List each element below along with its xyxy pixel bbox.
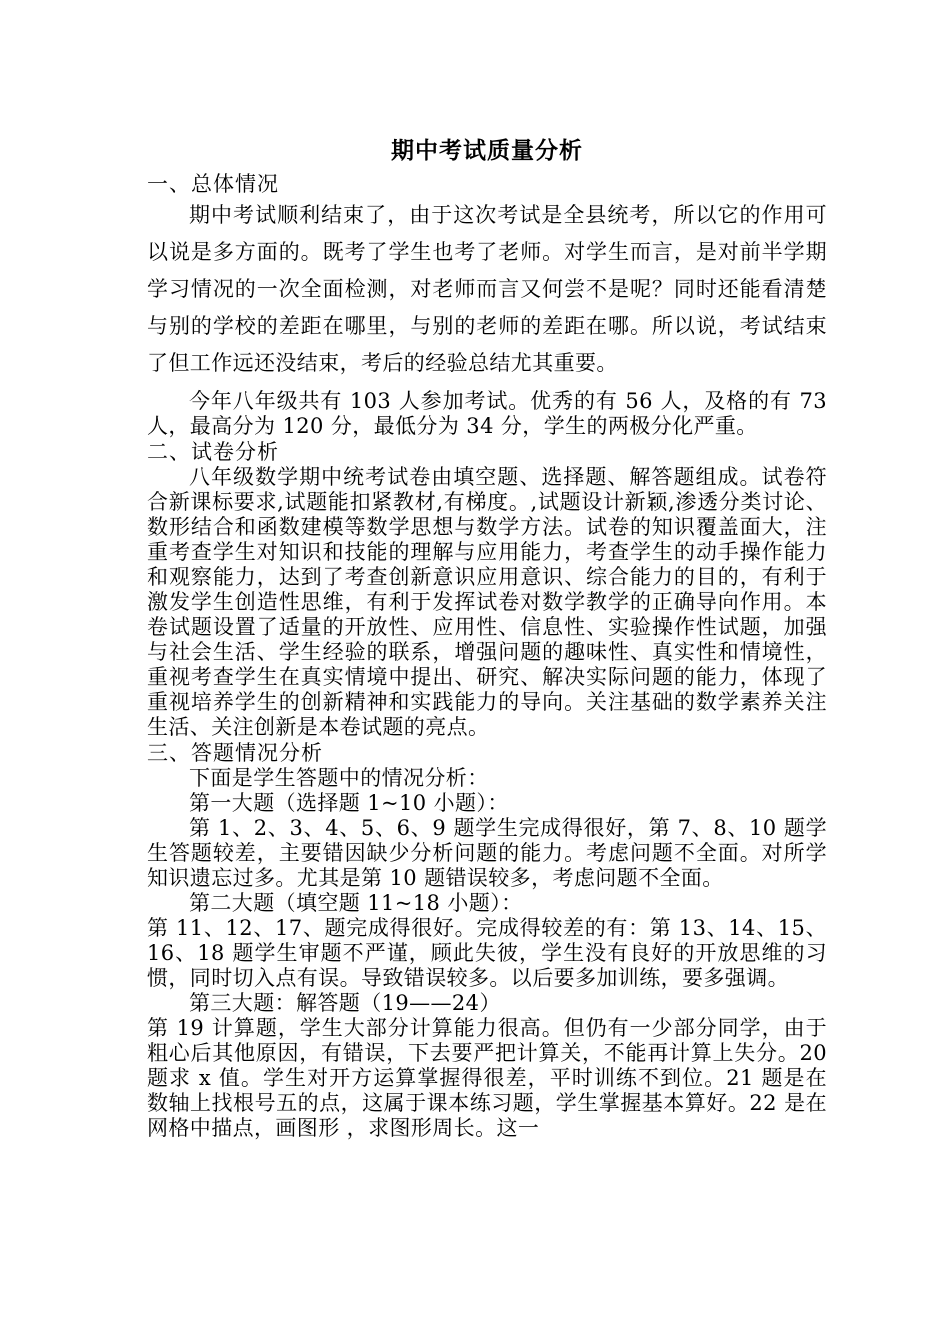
answer-analysis-intro: 下面是学生答题中的情况分析：: [189, 766, 489, 790]
part1-body: 第 1、2、3、4、5、6、9 题学生完成得很好，第 7、8、10 题学生答题较差，主要错因缺少分析问题的能力。考虑问题不全面。对所学知识遗忘过多。尤其是第 10 题错误较多，考虑问题不全面。: [147, 816, 827, 890]
section-heading-overview: 一、总体情况: [147, 172, 279, 196]
part2-title: 第二大题（填空题 11~18 小题）：: [189, 891, 523, 915]
paper-analysis-paragraph: 八年级数学期中统考试卷由填空题、选择题、解答题组成。试卷符合新课标要求,试题能扣紧教材,有梯度。,试题设计新颖,渗透分类讨论、数形结合和函数建模等数学思想与数学方法。试卷的知识覆盖面大，注重考查学生对知识和技能的理解与应用能力，考查学生的动手操作能力和观察能力，达到了考查创新意识应用意识、综合能力的目的，有利于激发学生创造性思维，有利于发挥试卷对数学教学的正确导向作用。本卷试题设置了适量的开放性、应用性、信息性、实验操作性试题，加强与社会生活、学生经验的联系，增强问题的趣味性、真实性和情境性，重视考查学生在真实情境中提出、研究、解决实际问题的能力，体现了重视培养学生的创新精神和实践能力的导向。关注基础的数学素养关注生活、关注创新是本卷试题的亮点。: [147, 465, 827, 739]
document-title: 期中考试质量分析: [391, 137, 583, 164]
section-heading-paper-analysis: 二、试卷分析: [147, 440, 279, 464]
document-page: [147, 133, 827, 1141]
part2-body: 第 11、12、17、题完成得很好。完成得较差的有：第 13、14、15、16、18 题学生审题不严谨，顾此失彼，学生没有良好的开放思维的习惯，同时切入点有误。导致错误较多。以后要多加训练，要多强调。: [147, 916, 827, 990]
part3-title: 第三大题：解答题（19——24）: [189, 991, 501, 1015]
overview-paragraph-2: 今年八年级共有 103 人参加考试。优秀的有 56 人，及格的有 73 人，最高分为 120 分，最低分为 34 分，学生的两极分化严重。: [147, 389, 827, 438]
section-heading-answer-analysis: 三、答题情况分析: [147, 741, 323, 765]
overview-paragraph-1: 期中考试顺利结束了，由于这次考试是全县统考，所以它的作用可以说是多方面的。既考了学生也考了老师。对学生而言，是对前半学期学习情况的一次全面检测，对老师而言又何尝不是呢？同时还能看清楚与别的学校的差距在哪里，与别的老师的差距在哪。所以说，考试结束了但工作远还没结束，考后的经验总结尤其重要。: [147, 203, 827, 375]
part3-body: 第 19 计算题，学生大部分计算能力很高。但仍有一少部分同学，由于粗心后其他原因，有错误，下去要严把计算关，不能再计算上失分。20 题求 x 值。学生对开方运算掌握得很差，平时训练不到位。21 题是在数轴上找根号五的点，这属于课本练习题，学生掌握基本算好。22 是在网格中描点，画图形 ，求图形周长。这一: [147, 1016, 827, 1140]
part1-title: 第一大题（选择题 1~10 小题）：: [189, 791, 509, 815]
